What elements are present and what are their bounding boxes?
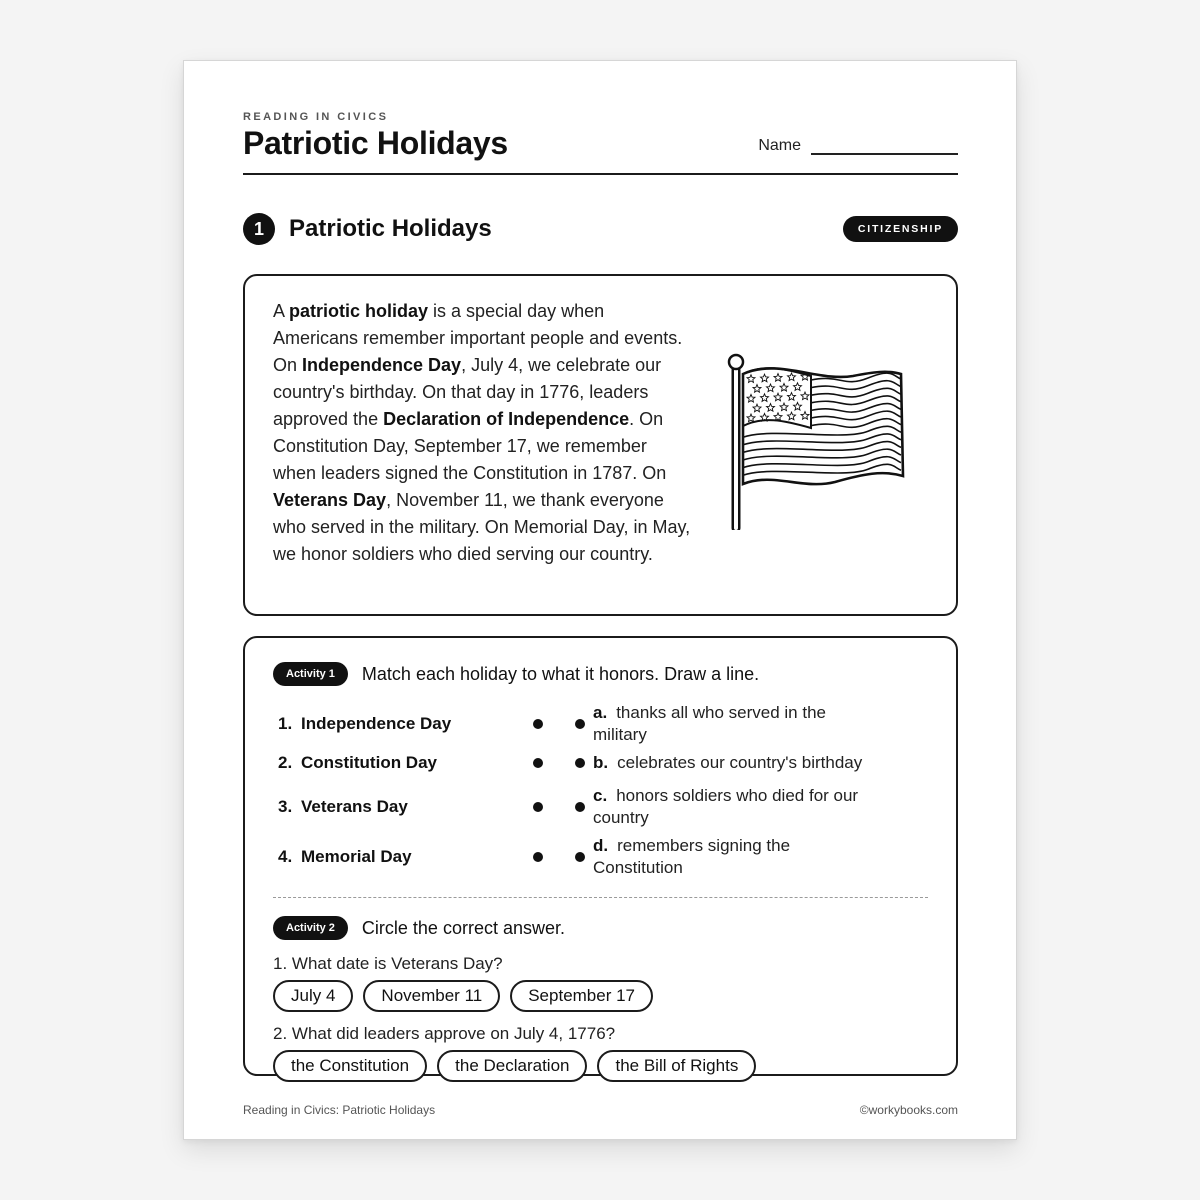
- activity-divider: [273, 897, 928, 898]
- match-row: [273, 702, 928, 746]
- holiday-item: [273, 714, 535, 734]
- answer-option[interactable]: September 17: [510, 980, 653, 1012]
- american-flag-icon: [723, 350, 913, 614]
- question-1: 1. What date is Veterans Day?: [273, 954, 503, 973]
- meaning-letter: b.: [593, 752, 609, 772]
- section-title: Patriotic Holidays: [289, 215, 492, 242]
- match-row: [273, 835, 928, 879]
- meaning-text: honors soldiers who died for our country: [593, 786, 859, 827]
- match-dots: [533, 802, 585, 812]
- header-rule: [243, 173, 958, 175]
- meaning-text: thanks all who served in the military: [593, 703, 826, 744]
- match-dots: [533, 758, 585, 768]
- reading-passage: [273, 298, 693, 614]
- meaning-letter: c.: [593, 786, 608, 805]
- section-number: 1: [243, 213, 275, 245]
- passage-text: , November 11, we thank everyone who served in the military. On Memorial Day, in May, we honor soldiers who died serving our country.: [273, 490, 691, 564]
- activity-2-header: [273, 916, 928, 940]
- meaning-item: [579, 835, 879, 879]
- holiday-number: 2.: [278, 752, 293, 772]
- key-term: Declaration of Independence: [383, 409, 630, 429]
- meaning-item: [579, 752, 879, 774]
- activity-2-instruction: Circle the correct answer.: [361, 917, 565, 938]
- activities-box: [243, 636, 958, 1076]
- meaning-text: celebrates our country's birthday: [617, 752, 863, 772]
- holiday-item: [273, 847, 535, 867]
- passage-text: A: [273, 301, 290, 321]
- page-title: Patriotic Holidays: [243, 125, 508, 161]
- question-2: 2. What did leaders approve on July 4, 1776?: [273, 1024, 616, 1043]
- match-dots: [533, 719, 585, 729]
- footer-copyright: ©workybooks.com: [859, 1103, 958, 1117]
- subject-tag: CITIZENSHIP: [843, 216, 958, 242]
- answer-option[interactable]: the Bill of Rights: [597, 1050, 756, 1082]
- match-dots: [533, 852, 585, 862]
- meaning-item: [579, 702, 879, 746]
- page-content: [243, 61, 958, 1139]
- holiday-number: 1.: [278, 714, 293, 733]
- holiday-name: Independence Day: [301, 714, 452, 733]
- match-dot-left[interactable]: [533, 852, 543, 862]
- answer-option[interactable]: July 4: [273, 980, 353, 1012]
- activity-1-instruction: Match each holiday to what it honors. Draw a line.: [361, 663, 760, 684]
- section-header: [243, 213, 958, 245]
- passage-text: is a special day when Americans remember important people and events. On: [273, 301, 683, 375]
- holiday-name: Memorial Day: [301, 847, 412, 866]
- holiday-number: 3.: [278, 797, 293, 816]
- key-term: Veterans Day: [273, 490, 387, 510]
- meaning-text: remembers signing the Constitution: [593, 836, 791, 877]
- answer-option[interactable]: the Constitution: [273, 1050, 427, 1082]
- activity-1-header: [273, 662, 928, 686]
- holiday-item: [273, 797, 535, 817]
- key-term: Independence Day: [302, 355, 462, 375]
- name-line[interactable]: [811, 135, 958, 155]
- name-label: Name: [758, 137, 801, 154]
- question-1-options: [273, 980, 928, 1012]
- match-list: [273, 702, 928, 879]
- match-row: [273, 779, 928, 835]
- match-row: [273, 746, 928, 779]
- match-dot-left[interactable]: [533, 719, 543, 729]
- series-kicker: READING IN CIVICS: [243, 111, 389, 123]
- question-2-options: [273, 1050, 928, 1082]
- footer-title: Reading in Civics: Patriotic Holidays: [243, 1103, 436, 1117]
- passage-text: , July 4, we celebrate our country's birthday. On that day in 1776, leaders approved the: [273, 355, 662, 429]
- activity-1-badge: Activity 1: [273, 662, 348, 686]
- meaning-letter: a.: [593, 703, 608, 722]
- key-term: patriotic holiday: [289, 301, 429, 321]
- passage-text: . On Constitution Day, September 17, we remember when leaders signed the Constitution in 1787. On: [273, 409, 667, 483]
- activity-2-badge: Activity 2: [273, 916, 348, 940]
- match-dot-left[interactable]: [533, 802, 543, 812]
- meaning-item: [579, 785, 879, 829]
- answer-option[interactable]: the Declaration: [437, 1050, 587, 1082]
- holiday-item: [273, 753, 535, 773]
- worksheet-page: [183, 60, 1017, 1140]
- name-field-group: [758, 135, 958, 155]
- holiday-name: Veterans Day: [301, 797, 408, 816]
- holiday-number: 4.: [278, 847, 293, 866]
- match-dot-left[interactable]: [533, 758, 543, 768]
- holiday-name: Constitution Day: [301, 752, 437, 772]
- meaning-letter: d.: [593, 836, 609, 855]
- answer-option[interactable]: November 11: [363, 980, 500, 1012]
- reading-passage-box: [243, 274, 958, 616]
